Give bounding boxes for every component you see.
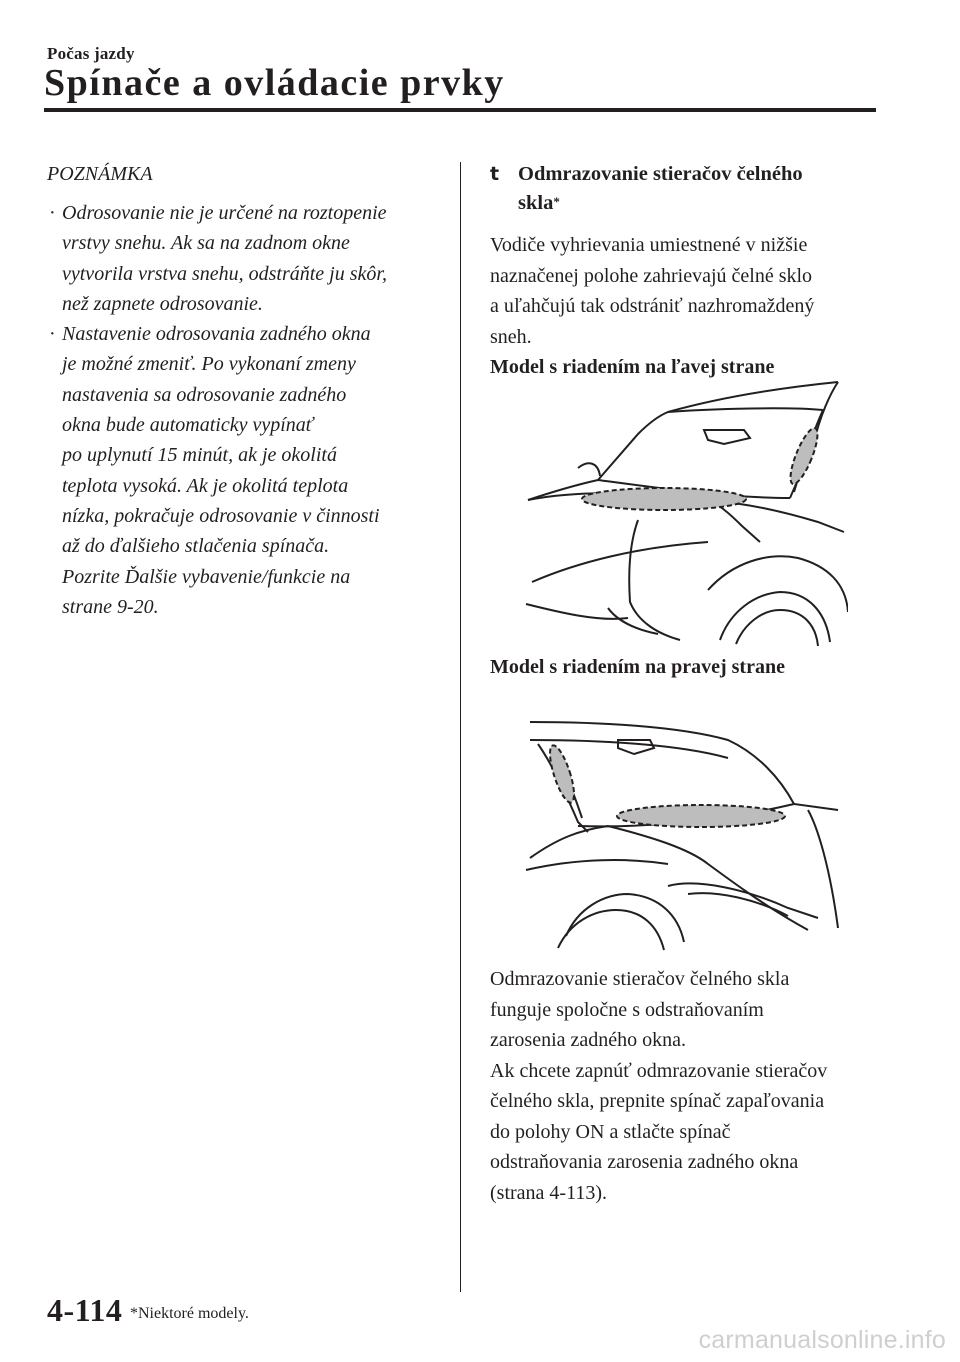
note-line: nastavenia sa odrosovanie zadného (62, 383, 347, 406)
outro-line: do polohy ON a stlačte spínač (490, 1120, 731, 1143)
column-divider (460, 162, 461, 1292)
note-line: vrstvy snehu. Ak sa na zadnom okne (62, 232, 350, 255)
note-line: · Nastavenie odrosovania zadného okna (47, 319, 442, 349)
footnote-star: * (553, 194, 560, 209)
note-item (47, 198, 442, 319)
intro-text (490, 230, 880, 382)
outro-line: zarosenia zadného okna. (490, 1029, 687, 1051)
note-line: okna bude automaticky vypínať (62, 414, 314, 437)
outro-line: čelného skla, prepnite spínač zapaľovania (490, 1090, 825, 1112)
note-line: teplota vysoká. Ak je okolitá teplota (62, 474, 349, 497)
note-line: po uplynutí 15 minút, ak je okolitá (62, 444, 337, 467)
bullet-icon: · (49, 323, 56, 346)
subsection-heading-cont: skla* (518, 192, 560, 214)
note-line: strane 9-20. (62, 595, 159, 618)
note-heading: POZNÁMKA (47, 163, 153, 185)
wiper-deicer-section (490, 160, 880, 218)
outro-line: Odmrazovanie stieračov čelného skla (490, 968, 790, 990)
note-list (47, 198, 442, 622)
section-label: Počas jazdy (47, 44, 135, 63)
note-line: vytvorila vrstva snehu, odstráňte ju skôr, (62, 262, 387, 285)
note-block (47, 160, 442, 622)
page-title: Spínače a ovládacie prvky (44, 62, 505, 104)
page-number: 4-114 (47, 1292, 123, 1328)
intro-line: naznačenej polohe zahrievajú čelné sklo (490, 264, 813, 287)
note-line: než zapnete odrosovanie. (62, 292, 263, 315)
outro-text (490, 964, 880, 1208)
header-rule (44, 108, 876, 112)
intro-line: sneh. (490, 325, 532, 348)
intro-line: Vodiče vyhrievania umiestnené v nižšie (490, 234, 808, 256)
subsection-heading: t Odmrazovanie stieračov čelného (490, 160, 880, 189)
rhd-windshield-illustration (518, 718, 848, 958)
outro-line: (strana 4-113). (490, 1181, 607, 1204)
note-line: až do ďalšieho stlačenia spínača. (62, 535, 330, 558)
note-line: · Odrosovanie nie je určené na roztopenie (47, 198, 442, 228)
watermark: carmanualsonline.info (698, 1326, 946, 1354)
lhd-windshield-illustration (518, 372, 848, 652)
outro-line: Ak chcete zapnúť odmrazovanie stieračov (490, 1059, 828, 1082)
rhd-label-block (490, 652, 880, 682)
note-line: nízka, pokračuje odrosovanie v činnosti (62, 504, 380, 527)
outro-line: odstraňovania zarosenia zadného okna (490, 1151, 799, 1173)
outro-line: funguje spoločne s odstraňovaním (490, 998, 764, 1021)
intro-line: a uľahčujú tak odstrániť nazhromaždený (490, 295, 815, 317)
bullet-icon: · (49, 202, 56, 224)
note-line: Pozrite Ďalšie vybavenie/funkcie na (62, 565, 351, 588)
rhd-label: Model s riadením na pravej strane (490, 656, 785, 678)
lhd-label: Model s riadením na ľavej strane (490, 356, 775, 378)
note-line: je možné zmeniť. Po vykonaní zmeny (62, 353, 356, 376)
section-marker-icon: t (490, 163, 500, 185)
footnote: *Niektoré modely. (130, 1305, 249, 1322)
note-item (47, 319, 442, 622)
